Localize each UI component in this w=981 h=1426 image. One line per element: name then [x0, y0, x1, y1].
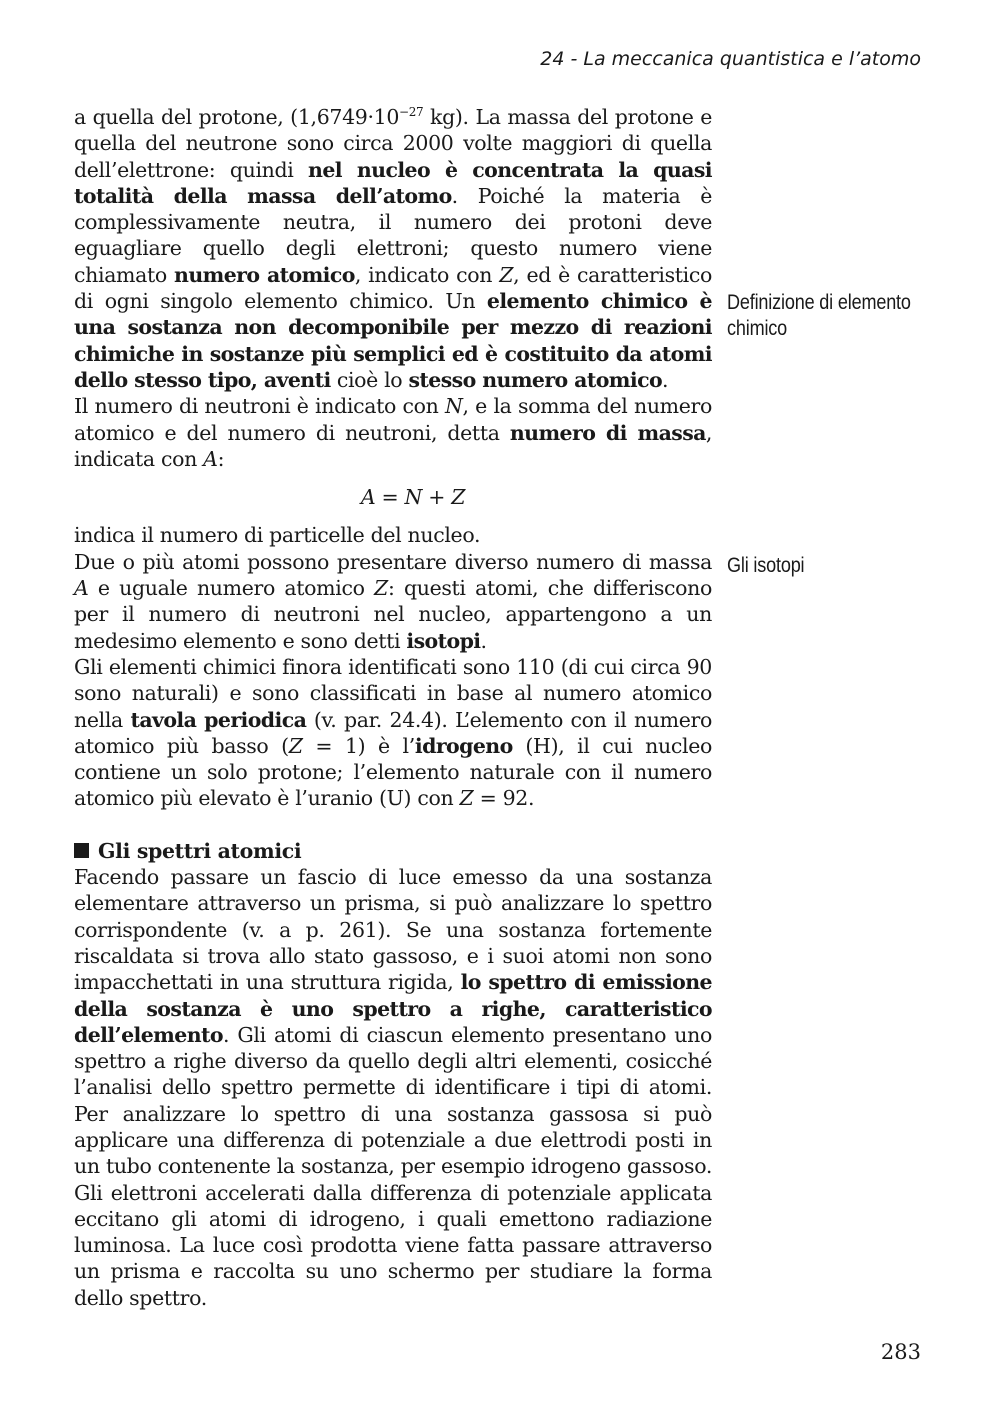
- margin-note-isotopes: Gli isotopi: [727, 554, 805, 577]
- paragraph-mass-number: Il numero di neutroni è indicato con N, e la somma del numero atomico e del numero di neutroni, detta numero di massa, indicata con A:: [74, 394, 712, 471]
- paragraph-nucleus: indica il numero di particelle del nucleo.: [74, 523, 481, 548]
- page-number: 283: [880, 1340, 921, 1364]
- running-header: 24 - La meccanica quantistica e l’atomo: [540, 48, 921, 70]
- paragraph-periodic-table: Gli elementi chimici finora identificati sono 110 (di cui circa 90 sono naturali) e sono classificati in base al numero atomico nella tavola periodica (v. par. 24.4). L’elemento con il numero atomico più basso (Z = 1) è l’idrogeno (H), il cui nucleo contiene un solo protone; l’elemento naturale con il numero atomico più elevato è l’uranio (U) con Z = 92.: [74, 654, 712, 811]
- section-heading: Gli spettri atomici: [74, 838, 712, 864]
- square-bullet-icon: [74, 843, 89, 858]
- paragraph-spectra: Facendo passare un fascio di luce emesso da una sostanza elementare attraverso un prisma, si può analizzare lo spettro corrispondente (v. a p. 261). Se una sostanza fortemente riscaldata si trova allo stato gassoso, e i suoi atomi non sono impacchettati in una struttura rigida, lo spettro di emissione della sostanza è uno spettro a righe, caratteristico dell’elemento. Gli atomi di ciascun elemento presentano uno spettro a righe diverso da quello degli altri elementi, cosicché l’analisi dello spettro permette di identificare i tipi di atomi. Per analizzare lo spettro di una sostanza gassosa si può applicare una differenza di potenziale a due elettrodi posti in un tubo contenente la sostanza, per esempio idrogeno gassoso. Gli elettroni accelerati dalla differenza di potenziale applicata eccitano gli atomi di idrogeno, i quali emettono radiazione luminosa. La luce così prodotta viene fatta passare attraverso un prisma e raccolta su uno schermo per studiare la forma dello spettro.: [74, 865, 712, 1310]
- formula: A = N + Z: [360, 485, 466, 510]
- body-text: [74, 104, 712, 1311]
- paragraph-mass: a quella del protone, ($1,6749\cdot 10^{-27}$ kg). La massa del protone e quella del neutrone sono circa 2000 volte maggiori di quella dell’elettrone: quindi nel nucleo è concentrata la quasi totalità della massa dell’atomo. Poiché la materia è complessivamente neutra, il numero dei protoni deve eguagliare quello degli elettroni; questo numero viene chiamato numero atomico, indicato con Z, ed è caratteristico di ogni singolo elemento chimico. Un elemento chimico è una sostanza non decomponibile per mezzo di reazioni chimiche in sostanze più semplici ed è costituito da atomi dello stesso tipo, aventi cioè lo stesso numero atomico.: [74, 105, 713, 392]
- paragraph-isotopes: Due o più atomi possono presentare diverso numero di massa A e uguale numero atomico Z: questi atomi, che differiscono per il numero di neutroni nel nucleo, appartengono a un medesimo elemento e sono detti isotopi.: [74, 549, 712, 653]
- margin-note-definition: Definizione di elemento chimico: [727, 291, 911, 340]
